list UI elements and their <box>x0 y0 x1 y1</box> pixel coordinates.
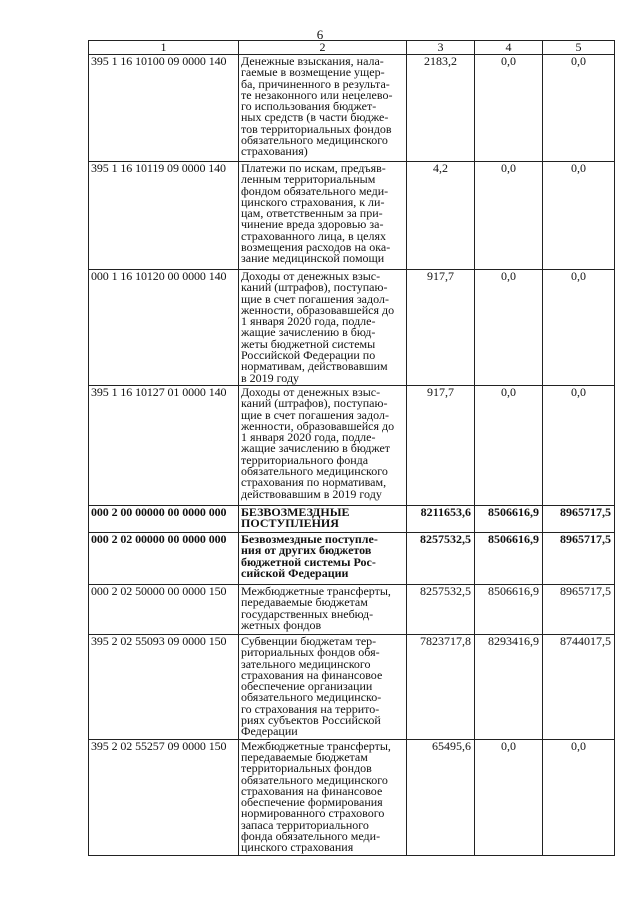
table-header-row <box>89 41 615 55</box>
row-name-cell: Межбюджетные трансферты, передаваемые бюджетам государственных внебюд- жетных фондов <box>239 584 407 634</box>
row-name-cell: Безвозмездные поступле- ния от других бюджетов бюджетной системы Рос- сийской Федерации <box>239 532 407 584</box>
row-value-col3: 917,7 <box>407 270 475 386</box>
row-value-col4: 8506616,9 <box>475 532 543 584</box>
row-value-col4: 0,0 <box>475 270 543 386</box>
table-row <box>89 385 615 505</box>
row-value-col3: 4,2 <box>407 162 475 270</box>
row-name-cell: Денежные взыскания, нала- гаемые в возмещение ущер- ба, причиненного в результа- те незаконного или нецелево- го использования бюджет- ных средств (в части бюдже- тов территориальных фондов обязательного медицинского страхования) <box>239 55 407 162</box>
row-code-cell: 395 1 16 10119 09 0000 140 <box>89 162 239 270</box>
row-code-cell: 000 2 00 00000 00 0000 000 <box>89 505 239 532</box>
row-value-col3: 7823717,8 <box>407 634 475 739</box>
row-code-cell: 000 1 16 10120 00 0000 140 <box>89 270 239 386</box>
row-name-cell: Субвенции бюджетам тер- риториальных фондов обя- зательного медицинского страхования на финансовое обеспечение организации обязательного медицинско- го страхования на террито- риях субъектов Российской Федерации <box>239 634 407 739</box>
row-value-col4: 8506616,9 <box>475 505 543 532</box>
row-name-cell: Платежи по искам, предъяв- ленным территориальным фондом обязательного меди- цинского страхования, к ли- цам, ответственным за при- чинение вреда здоровью за- страхованного лица, в целях возмещения расходов на ока- зание медицинской помощи <box>239 162 407 270</box>
header-cell-5: 5 <box>543 41 615 55</box>
row-value-col3: 2183,2 <box>407 55 475 162</box>
header-cell-4: 4 <box>475 41 543 55</box>
row-code-cell: 395 1 16 10127 01 0000 140 <box>89 385 239 505</box>
table-row <box>89 739 615 855</box>
table-row <box>89 532 615 584</box>
row-name-cell: Доходы от денежных взыс- каний (штрафов), поступаю- щие в счет погашения задол- женности, образовавшейся до 1 января 2020 года, подле- жащие зачислению в бюд- жеты бюджетной системы Российской Федерации по нормативам, действовавшим в 2019 году <box>239 270 407 386</box>
row-value-col5: 0,0 <box>543 270 615 386</box>
row-code-cell: 395 2 02 55093 09 0000 150 <box>89 634 239 739</box>
row-name-cell: Межбюджетные трансферты, передаваемые бюджетам территориальных фондов обязательного медицинского страхования на финансовое обеспечение формирования нормированного страхового запаса территориального фонда обязательного меди- цинского страхования <box>239 739 407 855</box>
row-value-col3: 8211653,6 <box>407 505 475 532</box>
header-cell-2: 2 <box>239 41 407 55</box>
row-value-col4: 8293416,9 <box>475 634 543 739</box>
row-value-col5: 0,0 <box>543 739 615 855</box>
row-code-cell: 395 1 16 10100 09 0000 140 <box>89 55 239 162</box>
row-value-col4: 0,0 <box>475 55 543 162</box>
table-row <box>89 505 615 532</box>
header-cell-1: 1 <box>89 41 239 55</box>
row-value-col3: 8257532,5 <box>407 584 475 634</box>
table-row <box>89 55 615 162</box>
table-row <box>89 270 615 386</box>
table-row <box>89 634 615 739</box>
row-code-cell: 000 2 02 00000 00 0000 000 <box>89 532 239 584</box>
row-name-cell: Доходы от денежных взыс- каний (штрафов), поступаю- щие в счет погашения задол- женности, образовавшейся до 1 января 2020 года, подле- жащие зачислению в бюджет территориального фонда обязательного медицинского страхования по нормативам, действовавшим в 2019 году <box>239 385 407 505</box>
row-value-col5: 0,0 <box>543 55 615 162</box>
row-name-cell: БЕЗВОЗМЕЗДНЫЕ ПОСТУПЛЕНИЯ <box>239 505 407 532</box>
row-value-col5: 8744017,5 <box>543 634 615 739</box>
row-code-cell: 000 2 02 50000 00 0000 150 <box>89 584 239 634</box>
row-value-col3: 917,7 <box>407 385 475 505</box>
row-value-col3: 65495,6 <box>407 739 475 855</box>
row-value-col5: 0,0 <box>543 385 615 505</box>
row-value-col5: 8965717,5 <box>543 532 615 584</box>
row-value-col5: 8965717,5 <box>543 505 615 532</box>
table-row <box>89 584 615 634</box>
row-value-col4: 8506616,9 <box>475 584 543 634</box>
row-value-col5: 0,0 <box>543 162 615 270</box>
row-value-col4: 0,0 <box>475 385 543 505</box>
table-row <box>89 162 615 270</box>
budget-revenue-table <box>88 40 615 856</box>
page-number: 6 <box>316 27 324 42</box>
row-value-col5: 8965717,5 <box>543 584 615 634</box>
row-value-col4: 0,0 <box>475 162 543 270</box>
row-value-col3: 8257532,5 <box>407 532 475 584</box>
row-value-col4: 0,0 <box>475 739 543 855</box>
row-code-cell: 395 2 02 55257 09 0000 150 <box>89 739 239 855</box>
header-cell-3: 3 <box>407 41 475 55</box>
